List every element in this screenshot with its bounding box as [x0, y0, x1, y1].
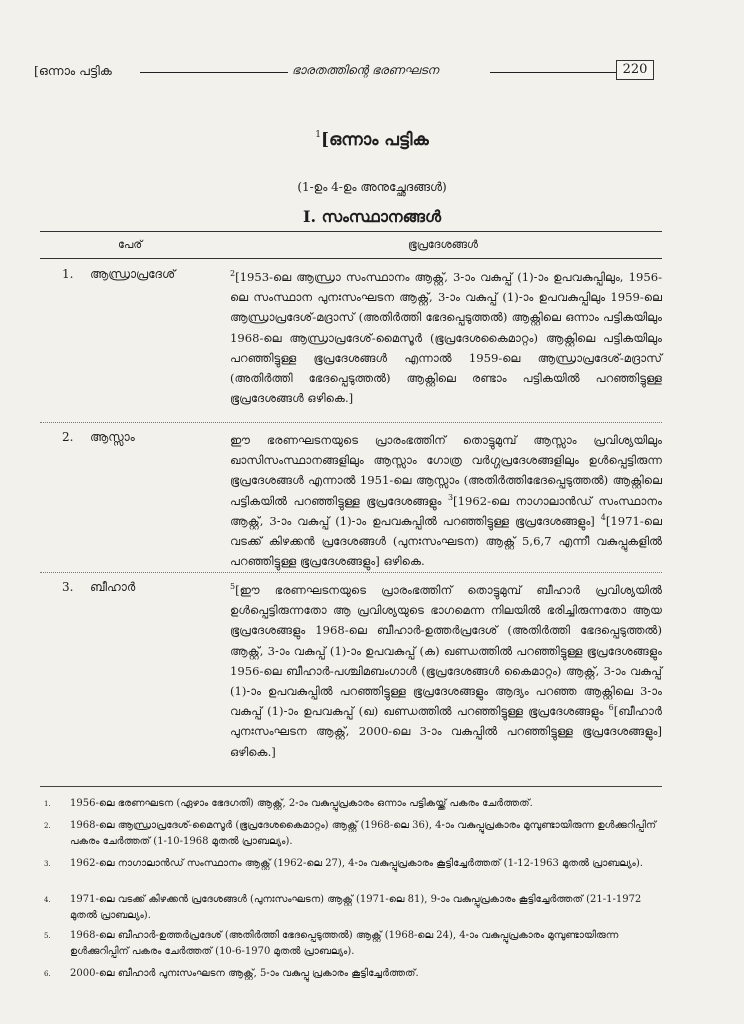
footnote-mark: 4 — [600, 512, 606, 522]
footnote-number: 4. — [44, 896, 51, 904]
footnote-number: 5. — [44, 932, 51, 940]
header-left-text: [ഒന്നാം പട്ടിക — [34, 63, 112, 78]
footnote-mark: 6 — [608, 703, 614, 713]
footnote-text: 1956-ലെ ഭരണഘടന (ഏഴാം ഭേദഗതി) ആക്റ്റ്, 2-ാം വകുപ്പുപ്രകാരം ഒന്നാം പട്ടികയ്ക്ക് പകരം ചേർത്തത്. — [70, 798, 533, 809]
row-divider — [40, 572, 662, 573]
footnote-rule — [40, 786, 662, 787]
territory-description — [230, 580, 662, 762]
territory-text: [1962-ലെ നാഗാലാൻഡ് സംസ്ഥാനം ആക്റ്റ്, 3-ാം വകുപ്പ് (1)-ാം ഉപവകുപ്പിൽ പറഞ്ഞിട്ടുള്ള ഭൂപ്രദേശങ്ങളും] — [230, 493, 662, 528]
running-header — [34, 60, 654, 84]
footnote-text: 1962-ലെ നാഗാലാൻഡ് സംസ്ഥാനം ആക്റ്റ് (1962-ലെ 27), 4-ാം വകുപ്പുപ്രകാരം കൂട്ടിച്ചേർത്തത് (1-12-1963 മുതൽ പ്രാബല്യം). — [70, 858, 643, 869]
footnote-text: 2000-ലെ ബീഹാർ പുനഃസംഘടന ആക്റ്റ്, 5-ാം വകുപ്പു പ്രകാരം കൂട്ടിച്ചേർത്തത്. — [70, 968, 419, 979]
page-number: 220 — [616, 60, 654, 80]
row-number: 2. — [62, 430, 74, 444]
state-name: ആന്ധ്രാപ്രദേശ് — [90, 267, 176, 281]
title-text: [ഒന്നാം പട്ടിക — [321, 130, 429, 150]
territory-description — [230, 430, 662, 571]
row-number: 3. — [62, 580, 74, 594]
territory-text: [ഈ ഭരണഘടനയുടെ പ്രാരംഭത്തിന് തൊട്ടുമുമ്പ് ബീഹാർ പ്രവിശ്യയിൽ ഉൾപ്പെട്ടിരുന്നതോ ആ പ്രവിശ്യയുടെ ഭാഗമെന്ന നിലയിൽ ഭരിച്ചിരുന്നതോ ആയ ഭൂപ്രദേശങ്ങളും 1968-ലെ ബീഹാർ-ഉത്തർപ്രദേശ് (അതിർത്തി ഭേദപ്പെടുത്തൽ) ആക്റ്റ്, 3-ാം വകുപ്പ് (1)-ാം ഉപവകുപ്പ് (ക) ഖണ്ഡത്തിൽ പറഞ്ഞിട്ടുള്ള ഭൂപ്രദേശങ്ങളും 1956-ലെ ബീഹാർ-പശ്ചിമബംഗാൾ (ഭൂപ്രദേശങ്ങൾ കൈമാറ്റം) ആക്റ്റ്, 3-ാം വകുപ്പ് (1)-ാം ഉപവകുപ്പിൽ പറഞ്ഞിട്ടുള്ള ഭൂപ്രദേശങ്ങളും ആദ്യം പറഞ്ഞ ആക്റ്റിലെ 3-ാം വകുപ്പ് (1)-ാം ഉപവകുപ്പ് (ഖ) ഖണ്ഡത്തിൽ പറഞ്ഞിട്ടുള്ള ഭൂപ്രദേശങ്ങളും — [230, 583, 662, 719]
territory-description — [230, 267, 662, 408]
footnote-text: 1968-ലെ ബീഹാർ-ഉത്തർപ്രദേശ് (അതിർത്തി ഭേദപ്പെടുത്തൽ) ആക്റ്റ് (1968-ലെ 24), 4-ാം വകുപ്പുപ്രകാരം മുമ്പുണ്ടായിരുന്ന ഉൾക്കുറിപ്പിന് പകരം ചേർത്തത് (10-6-1970 മുതൽ പ്രാബല്യം). — [70, 930, 619, 957]
row-number: 1. — [62, 267, 74, 281]
footnote-mark: 5 — [230, 582, 236, 592]
territory-text: ഈ ഭരണഘടനയുടെ പ്രാരംഭത്തിന് തൊട്ടുമുമ്പ് ആസ്സാം പ്രവിശ്യയിലും ഖാസിസംസ്ഥാനങ്ങളിലും ആസ്സാം ഗോത്ര വർഗ്ഗപ്രദേശങ്ങളിലും ഉൾപ്പെട്ടിരുന്ന ഭൂപ്രദേശങ്ങൾ എന്നാൽ 1951-ലെ ആസ്സാം (അതിർത്തിഭേദപ്പെടുത്തൽ) ആക്റ്റിലെ പട്ടികയിൽ പറഞ്ഞിട്ടുള്ള ഭൂപ്രദേശങ്ങളും — [230, 433, 662, 508]
territory-text: [1953-ലെ ആന്ധ്രാ സംസ്ഥാനം ആക്റ്റ്, 3-ാം വകുപ്പ് (1)-ാം ഉപവകുപ്പിലും, 1956-ലെ സംസ്ഥാന പുനഃസംഘടന ആക്റ്റ്, 3-ാം വകുപ്പ് (1)-ാം ഉപവകുപ്പിലും 1959-ലെ ആന്ധ്രാപ്രദേശ്-മദ്രാസ് (അതിർത്തി ഭേദപ്പെടുത്തൽ) ആക്റ്റിലെ ഒന്നാം പട്ടികയിലും 1968-ലെ ആന്ധ്രാപ്രദേശ്-മൈസൂർ (ഭൂപ്രദേശകൈമാറ്റം) ആക്റ്റിലെ പട്ടികയിലും പറഞ്ഞിട്ടുള്ള ഭൂപ്രദേശങ്ങൾ എന്നാൽ 1959-ലെ ആന്ധ്രാപ്രദേശ്-മദ്രാസ് (അതിർത്തി ഭേദപ്പെടുത്തൽ) ആക്റ്റിലെ രണ്ടാം പട്ടികയിൽ പറഞ്ഞിട്ടുള്ള ഭൂപ്രദേശങ്ങൾ ഒഴികെ.] — [230, 270, 662, 406]
articles-subtitle: (1-ഉം 4-ഉം അനുച്ഛേദങ്ങൾ) — [297, 180, 447, 194]
footnote-mark: 3 — [447, 492, 454, 502]
state-name: ആസ്സാം — [90, 430, 135, 444]
footnote-text: 1968-ലെ ആന്ധ്രാപ്രദേശ്-മൈസൂർ (ഭൂപ്രദേശകൈമാറ്റം) ആക്റ്റ് (1968-ലെ 36), 4-ാം വകുപ്പുപ്രകാരം മുമ്പുണ്ടായിരുന്ന ഉൾക്കുറിപ്പിന് പകരം ചേർത്തത് (1-10-1968 മുതൽ പ്രാബല്യം). — [70, 820, 657, 847]
footnote-number: 2. — [44, 822, 51, 830]
footnote-mark: 2 — [230, 269, 236, 279]
title-footnote-mark: 1 — [315, 130, 322, 140]
footnote-text: 1971-ലെ വടക്ക് കിഴക്കൻ പ്രദേശങ്ങൾ (പുനഃസംഘടന) ആക്റ്റ് (1971-ലെ 81), 9-ാം വകുപ്പുപ്രകാരം കൂട്ടിച്ചേർത്തത് (21-1-1972 മുതൽ പ്രാബല്യം). — [70, 894, 642, 921]
header-center-text: ഭാരതത്തിന്റെ ഭരണഘടന — [292, 63, 439, 77]
column-header-territories: ഭൂപ്രദേശങ്ങൾ — [408, 238, 478, 251]
column-header-name: പേര് — [118, 238, 143, 251]
table-header — [40, 231, 662, 259]
header-rule-left — [140, 72, 288, 73]
state-name: ബീഹാർ — [90, 580, 136, 594]
footnote-number: 1. — [44, 800, 51, 808]
row-divider — [40, 422, 662, 423]
territory-text: [ബീഹാർ പുനഃസംഘടന ആക്റ്റ്, 2000-ലെ 3-ാം വകുപ്പിൽ പറഞ്ഞിട്ടുള്ള ഭൂപ്രദേശങ്ങളും] ഒഴികെ.] — [230, 704, 662, 759]
schedule-title — [0, 130, 744, 150]
section-heading: I. സംസ്ഥാനങ്ങൾ — [302, 207, 442, 226]
territory-text: [1971-ലെ വടക്ക് കിഴക്കൻ പ്രദേശങ്ങൾ (പുനഃസംഘടന) ആക്റ്റ് 5,6,7 എന്നീ വകുപ്പുകളിൽ പറഞ്ഞിട്ടുള്ള ഭൂപ്രദേശങ്ങളും] ഒഴികെ. — [230, 513, 662, 569]
footnote-number: 6. — [44, 970, 51, 978]
footnote-number: 3. — [44, 860, 51, 868]
